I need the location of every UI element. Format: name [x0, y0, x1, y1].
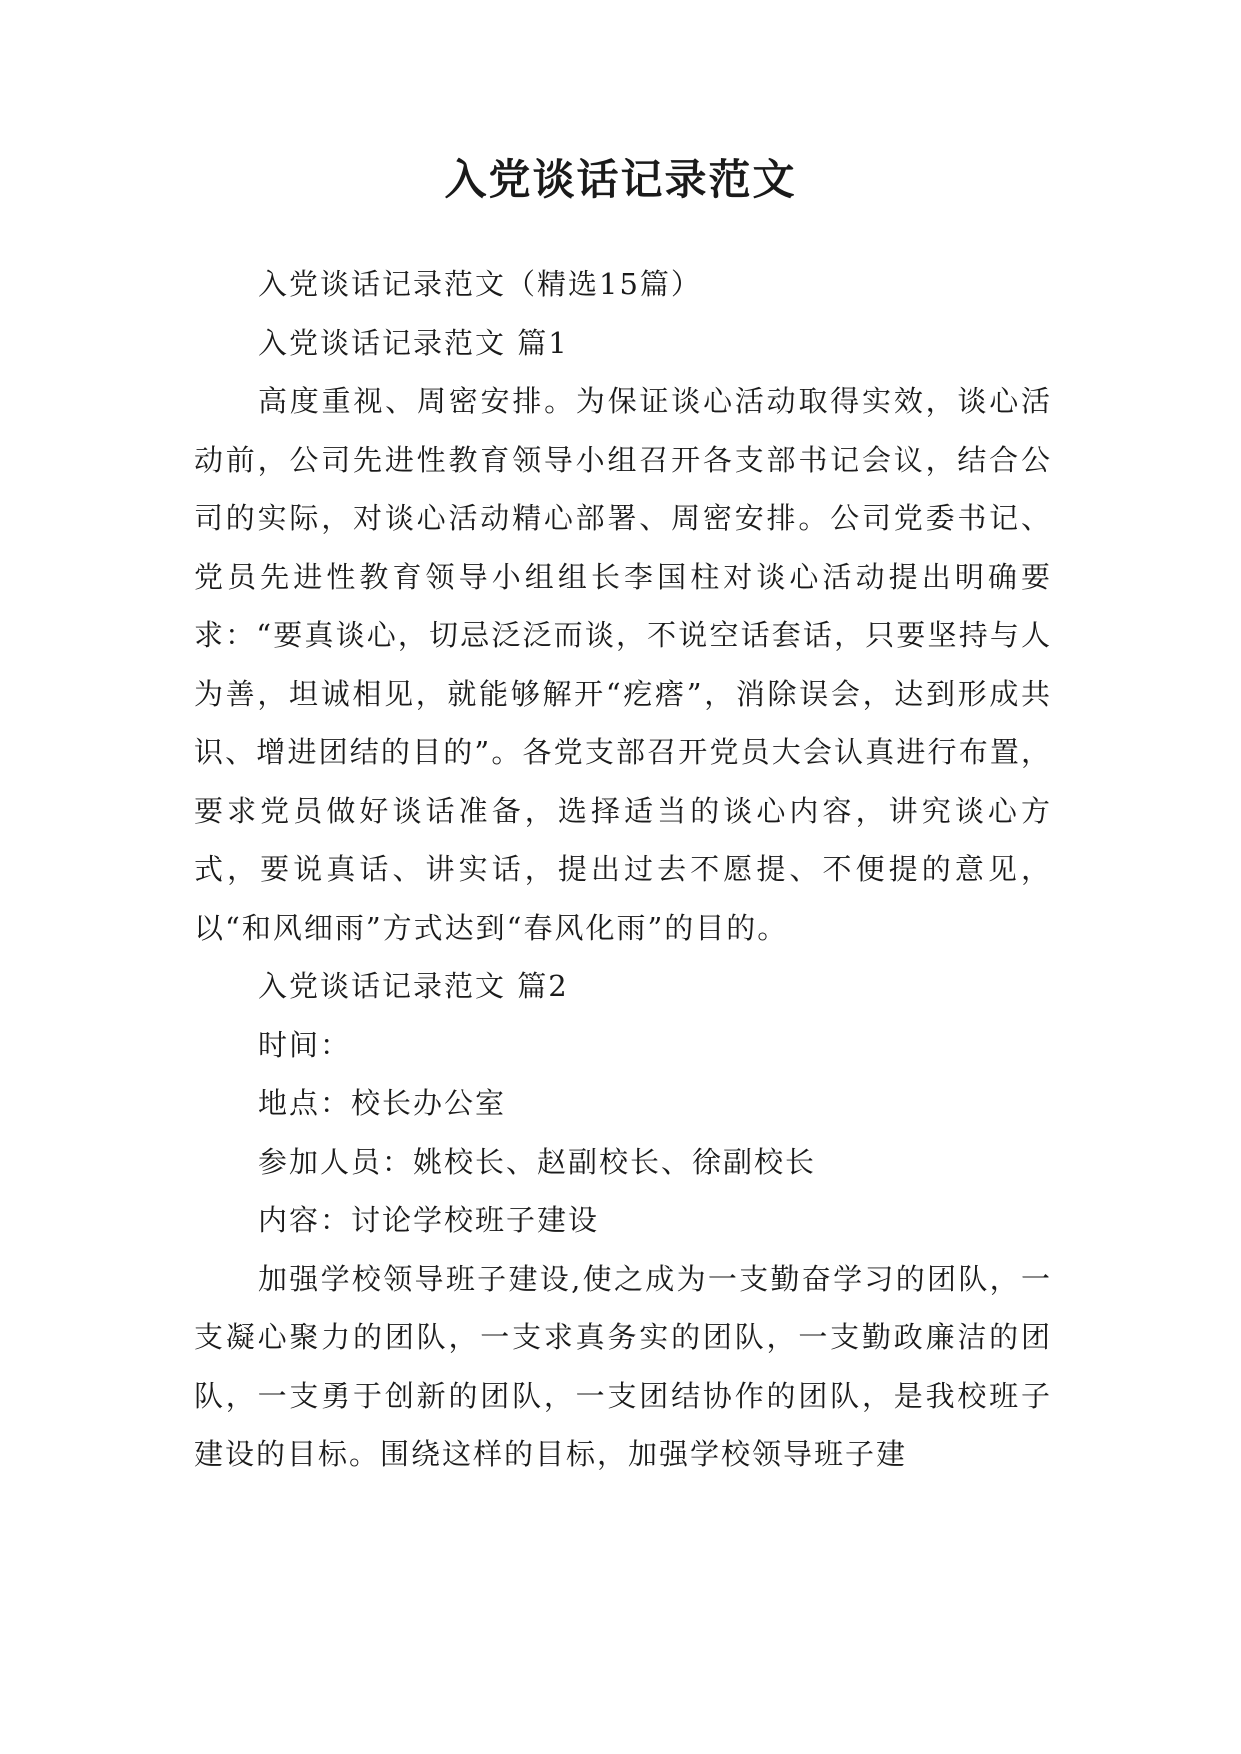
location-line: 地点：校长办公室: [258, 1086, 507, 1120]
section-heading-2: 入党谈话记录范文 篇2: [258, 969, 569, 1003]
content-line: 内容：讨论学校班子建设: [258, 1203, 600, 1237]
section-heading-1: 入党谈话记录范文 篇1: [258, 325, 569, 360]
body-paragraph: 高度重视、周密安排。为保证谈心活动取得实效，谈心活动前，公司先进性教育领导小组召开各支部书记会议，结合公司的实际，对谈心活动精心部署、周密安排。公司党委书记、党员先进性教育领导小组组长李国柱对谈心活动提出明确要求：“要真谈心，切忌泛泛而谈，不说空话套话，只要坚持与人为善，坦诚相见，就能够解开“疙瘩”，消除误会，达到形成共识、增进团结的目的”。各党支部召开党员大会认真进行布置，要求党员做好谈话准备，选择适当的谈心内容，讲究谈心方式，要说真话、讲实话，提出过去不愿提、不便提的意见，以“和风细雨”方式达到“春风化雨”的目的。: [194, 384, 1052, 945]
time-line: 时间：: [258, 1027, 352, 1062]
document-body: [194, 255, 1052, 1484]
document-title: 入党谈话记录范文: [444, 155, 797, 204]
subtitle-paragraph: 入党谈话记录范文（精选15篇）: [258, 267, 702, 301]
participants-line: 参加人员：姚校长、赵副校长、徐副校长: [258, 1144, 817, 1179]
body-paragraph: 加强学校领导班子建设,使之成为一支勤奋学习的团队，一支凝心聚力的团队，一支求真务实的团队，一支勤政廉洁的团队，一支勇于创新的团队，一支团结协作的团队，是我校班子建设的目标。围绕这样的目标，加强学校领导班子建: [194, 1261, 1052, 1471]
